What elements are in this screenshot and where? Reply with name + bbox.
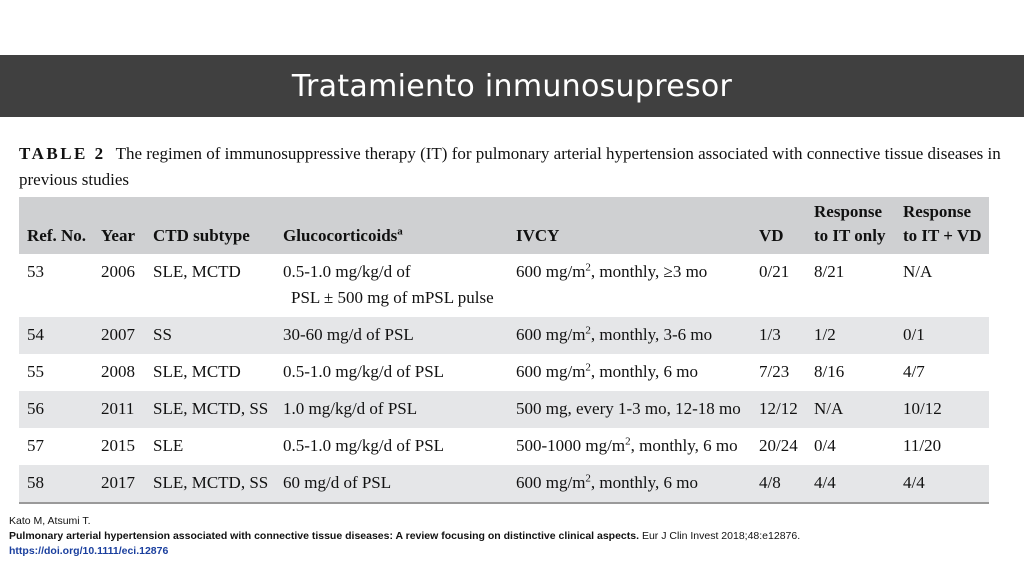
cell-response-it-vd: 11/20 bbox=[903, 436, 942, 455]
header-response-it-vd: Response to IT + VD bbox=[903, 202, 982, 245]
cell-year: 2015 bbox=[101, 436, 135, 455]
cell-ivcy: 600 $mg/m^2$, monthly, 3-6 mo bbox=[516, 324, 713, 344]
doi-link[interactable]: https://doi.org/10.1111/eci.12876 bbox=[9, 545, 169, 557]
cell-response-it-vd: 0/1 bbox=[903, 325, 925, 344]
header-year: Year bbox=[101, 226, 135, 245]
cell-glucocorticoids: 0.5-1.0 mg/kg/d of PSL bbox=[283, 362, 445, 381]
cell-ivcy: 600 $mg/m^2$, monthly, ≥3 mo bbox=[516, 261, 708, 281]
cell-vd: 4/8 bbox=[759, 473, 781, 492]
table-caption-text: The regimen of immunosuppressive therapy (IT) for pulmonary arterial hypertension associated with connective tissue diseases in previous studies bbox=[19, 144, 1001, 189]
cell-year: 2007 bbox=[101, 325, 135, 344]
cell-ref-no: 56 bbox=[27, 399, 44, 418]
table-row bbox=[19, 354, 989, 391]
cell-response-it-vd: N/A bbox=[903, 262, 933, 281]
cell-year: 2011 bbox=[101, 399, 135, 418]
cell-ref-no: 53 bbox=[27, 262, 44, 281]
cell-ctd-subtype: SLE bbox=[153, 436, 184, 455]
table-row bbox=[19, 254, 989, 317]
cell-glucocorticoids: 1.0 mg/kg/d of PSL bbox=[283, 399, 418, 418]
cell-response-it-only: 4/4 bbox=[814, 473, 836, 492]
table-row bbox=[19, 465, 989, 503]
cell-response-it-only: 8/21 bbox=[814, 262, 845, 281]
cell-vd: 20/24 bbox=[759, 436, 798, 455]
header-glucocorticoids: Glucocorticoids$^a$ bbox=[283, 225, 403, 245]
citation-authors: Kato M, Atsumi T. bbox=[9, 515, 91, 527]
cell-glucocorticoids: 30-60 mg/d of PSL bbox=[283, 325, 414, 344]
cell-ctd-subtype: SLE, MCTD bbox=[153, 362, 241, 381]
cell-response-it-only: 8/16 bbox=[814, 362, 845, 381]
cell-response-it-vd: 10/12 bbox=[903, 399, 942, 418]
header-ivcy: IVCY bbox=[516, 226, 560, 245]
table-label: TABLE 2 bbox=[19, 144, 106, 163]
regimen-table bbox=[19, 197, 989, 504]
header-vd: VD bbox=[759, 226, 784, 245]
cell-vd: 1/3 bbox=[759, 325, 781, 344]
citation-footer bbox=[9, 514, 1009, 559]
table-row bbox=[19, 391, 989, 428]
cell-ivcy: 600 $mg/m^2$, monthly, 6 mo bbox=[516, 472, 698, 492]
cell-year: 2008 bbox=[101, 362, 135, 381]
citation-journal: Eur J Clin Invest 2018;48:e12876. bbox=[639, 530, 801, 542]
cell-response-it-only: 1/2 bbox=[814, 325, 836, 344]
header-response-it-only: Response to IT only bbox=[814, 202, 886, 245]
cell-vd: 12/12 bbox=[759, 399, 798, 418]
cell-glucocorticoids: 0.5-1.0 mg/kg/d of PSL ± 500 mg of mPSL pulse bbox=[283, 262, 494, 307]
header-ctd-subtype: CTD subtype bbox=[153, 226, 250, 245]
cell-response-it-vd: 4/4 bbox=[903, 473, 925, 492]
cell-ivcy: 600 $mg/m^2$, monthly, 6 mo bbox=[516, 361, 698, 381]
cell-ivcy: 500-1000 $mg/m^2$, monthly, 6 mo bbox=[516, 435, 738, 455]
cell-glucocorticoids: 60 mg/d of PSL bbox=[283, 473, 392, 492]
cell-ctd-subtype: SS bbox=[153, 325, 172, 344]
header-ref-no: Ref. No. bbox=[27, 226, 87, 245]
cell-ref-no: 57 bbox=[27, 436, 44, 455]
citation-article-title: Pulmonary arterial hypertension associated with connective tissue diseases: A review focusing on distinctive clinical aspects. bbox=[9, 530, 640, 542]
cell-vd: 0/21 bbox=[759, 262, 790, 281]
cell-ctd-subtype: SLE, MCTD bbox=[153, 262, 241, 281]
slide-title: Tratamiento inmunosupresor bbox=[291, 68, 733, 104]
cell-year: 2006 bbox=[101, 262, 135, 281]
table-row bbox=[19, 317, 989, 354]
table-body bbox=[19, 254, 989, 503]
cell-response-it-only: N/A bbox=[814, 399, 844, 418]
cell-ref-no: 54 bbox=[27, 325, 44, 344]
cell-ref-no: 58 bbox=[27, 473, 44, 492]
cell-ctd-subtype: SLE, MCTD, SS bbox=[153, 473, 269, 492]
table-caption bbox=[19, 141, 1009, 193]
cell-vd: 7/23 bbox=[759, 362, 790, 381]
cell-response-it-vd: 4/7 bbox=[903, 362, 925, 381]
cell-ctd-subtype: SLE, MCTD, SS bbox=[153, 399, 269, 418]
cell-year: 2017 bbox=[101, 473, 135, 492]
table-row bbox=[19, 428, 989, 465]
cell-glucocorticoids: 0.5-1.0 mg/kg/d of PSL bbox=[283, 436, 445, 455]
title-bar bbox=[0, 55, 1024, 117]
cell-ivcy: 500 mg, every 1-3 mo, 12-18 mo bbox=[516, 399, 741, 418]
cell-ref-no: 55 bbox=[27, 362, 44, 381]
cell-response-it-only: 0/4 bbox=[814, 436, 836, 455]
citation-reference bbox=[9, 529, 1009, 544]
table-header-row bbox=[19, 197, 989, 254]
